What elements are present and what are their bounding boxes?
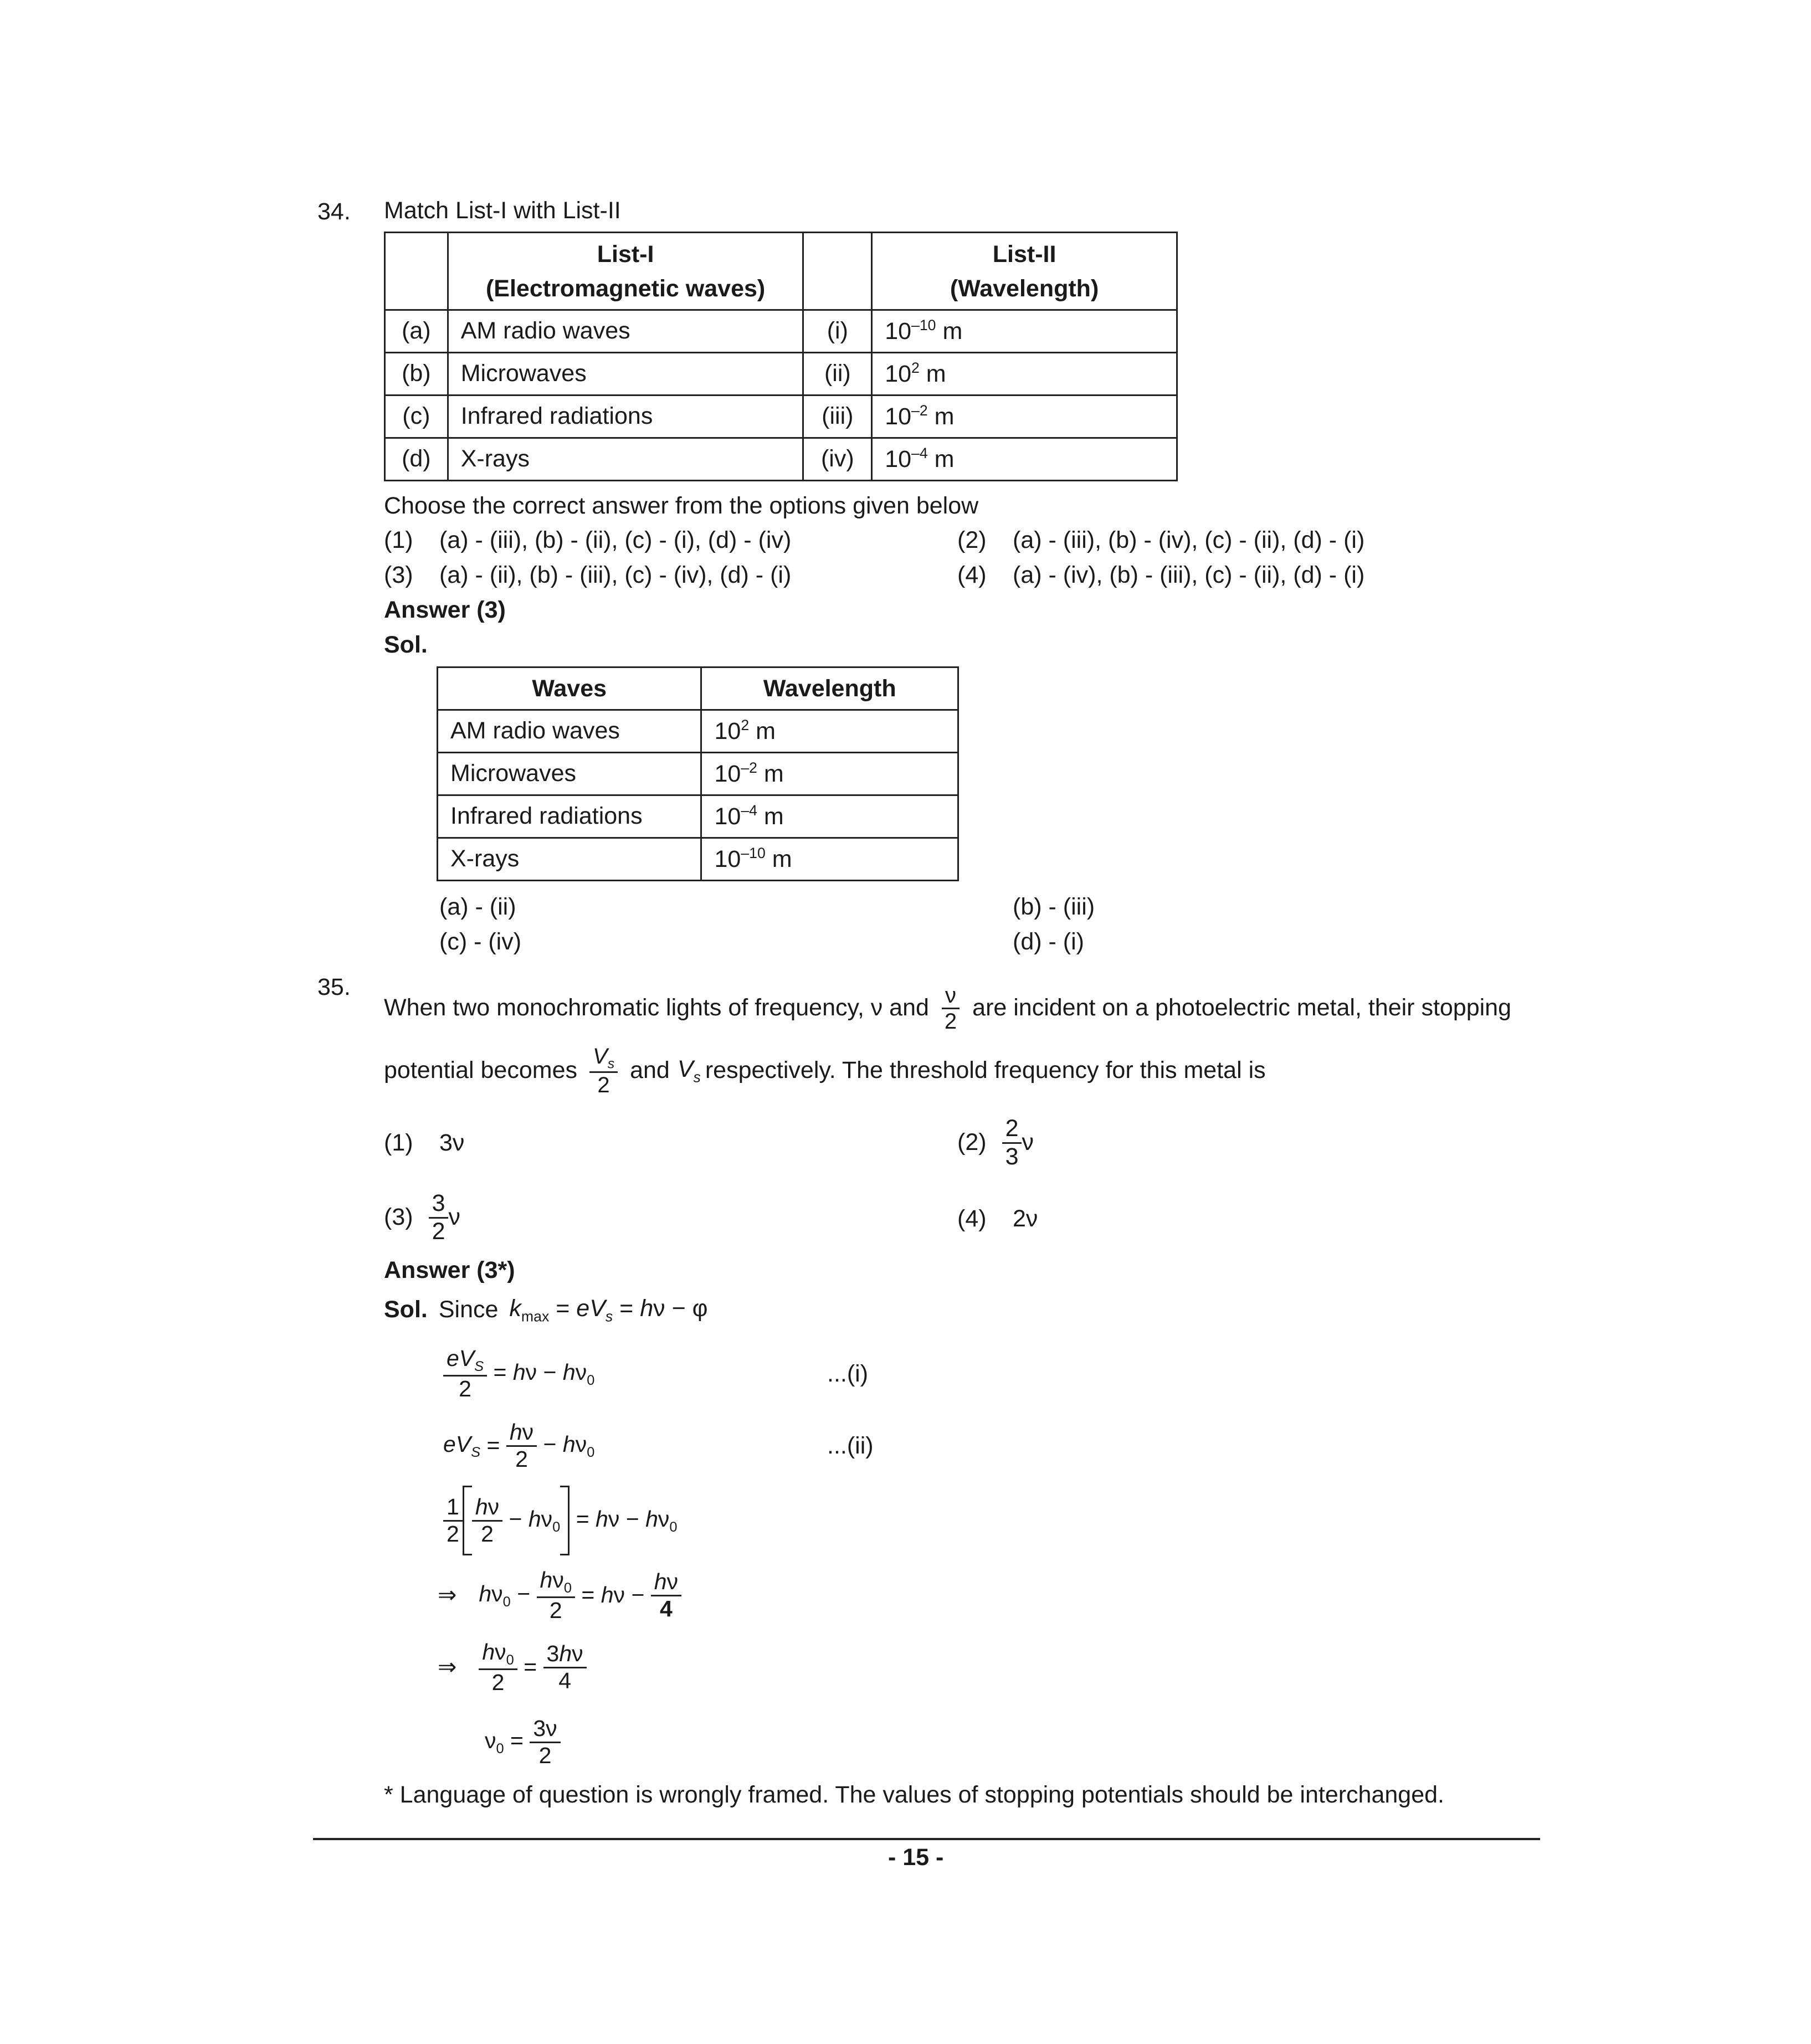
q34-answer: Answer (3)	[384, 597, 506, 623]
row-wave: Microwaves	[448, 353, 803, 396]
list1-title: List-I	[597, 240, 654, 268]
option-2-text: (a) - (iii), (b) - (iv), (c) - (ii), (d) - (i)	[1013, 527, 1365, 553]
table-row	[385, 396, 1177, 438]
q35-option-4-text: 2ν	[1013, 1205, 1038, 1232]
q34-sol-label: Sol.	[384, 631, 428, 658]
option-4-text: (a) - (iv), (b) - (iii), (c) - (ii), (d) - (i)	[1013, 562, 1365, 588]
row-wave: Infrared radiations	[448, 396, 803, 438]
q35-line-2: potential becomes $\frac{V_s}{2}$ and $V_s$ respectively. The threshold frequency for this metal is	[384, 1044, 1266, 1098]
q35-option-4-number: (4)	[957, 1205, 987, 1232]
row-wave: AM radio waves	[448, 310, 803, 353]
row-key: (b)	[385, 353, 448, 396]
q34-prompt: Match List-I with List-II	[384, 197, 621, 224]
q35-text: respectively. The threshold frequency for this metal is	[705, 1057, 1266, 1084]
nu-over-2-fraction: $\frac{\nu}{2}$	[941, 983, 960, 1034]
q35-option-2: (2) $\frac{2}{3}$ ν	[957, 1115, 1034, 1170]
row-wave: X-rays	[448, 438, 803, 481]
row-wavelength: $10^{-4}$ m	[872, 438, 1177, 481]
header-waves: Waves	[438, 667, 701, 710]
page-number: - 15 -	[888, 1844, 944, 1871]
list2-title: List-II	[992, 240, 1056, 268]
table-row	[385, 310, 1177, 353]
table-row	[385, 353, 1177, 396]
equation-2-tag: ...(ii)	[827, 1432, 874, 1459]
equation-6: $\nu_0$ = $\frac{3\nu}{2}$	[485, 1706, 561, 1778]
q35-text: are incident on a photoelectric metal, their stopping	[972, 994, 1512, 1021]
row-wave: X-rays	[438, 838, 701, 881]
q35-option-1-text: 3ν	[439, 1129, 465, 1156]
row-numeral: (i)	[803, 310, 872, 353]
match-table-blank-cell	[803, 233, 872, 310]
q35-line-1	[384, 975, 1511, 1041]
pair-c: (c) - (iv)	[439, 928, 522, 955]
row-wave: Infrared radiations	[438, 795, 701, 838]
vs-over-2-fraction: $\frac{V_s}{2}$	[589, 1044, 618, 1098]
q35-answer: Answer (3*)	[384, 1257, 515, 1283]
match-table-blank-cell	[385, 233, 448, 310]
pair-b: (b) - (iii)	[1013, 893, 1095, 920]
option-1-number: (1)	[384, 527, 413, 553]
q35-sol-label: Sol.	[384, 1296, 428, 1323]
equation-1: $\frac{eV_S}{2}$ = $h\nu - h\nu_0$	[443, 1338, 594, 1410]
table-row	[438, 838, 958, 881]
option-4-number: (4)	[957, 562, 987, 588]
two-thirds-fraction: $\frac{2}{3}$	[1002, 1116, 1022, 1170]
option-1-text: (a) - (iii), (b) - (ii), (c) - (i), (d) - (iv)	[439, 527, 792, 553]
footer-divider	[313, 1838, 1540, 1840]
q34-instruction: Choose the correct answer from the options given below	[384, 492, 979, 519]
row-wavelength: $10^2$ m	[872, 353, 1177, 396]
row-key: (d)	[385, 438, 448, 481]
pair-d: (d) - (i)	[1013, 928, 1084, 955]
list1-header	[448, 233, 803, 310]
kmax-equation: $k_{max} = eV_s = h\nu - \varphi$	[509, 1295, 708, 1325]
footnote: * Language of question is wrongly framed. The values of stopping potentials should be interchanged.	[384, 1781, 1444, 1808]
three-halves-fraction: $\frac{3}{2}$	[429, 1190, 449, 1245]
q35-text: potential becomes	[384, 1057, 577, 1084]
solution-table	[437, 666, 959, 881]
equation-4: ⇒ $h\nu_0$ − $\frac{h\nu_0}{2}$ = hν − $\frac{h\nu}{4}$	[438, 1559, 681, 1631]
match-table	[384, 232, 1178, 481]
header-wavelength: Wavelength	[701, 667, 958, 710]
since-text: Since	[438, 1296, 499, 1323]
q35-number: 35.	[317, 974, 351, 1000]
list2-header	[872, 233, 1177, 310]
equation-1-tag: ...(i)	[827, 1360, 869, 1387]
table-row	[438, 795, 958, 838]
equation-5: ⇒ $\frac{h\nu_0}{2}$ = $\frac{3h\nu}{4}$	[438, 1631, 587, 1703]
q35-option-1-number: (1)	[384, 1129, 413, 1156]
row-wavelength: $10^{-2}$ m	[701, 753, 958, 795]
q35-option-3: (3) $\frac{3}{2}$ ν	[384, 1190, 460, 1245]
list1-subtitle: (Electromagnetic waves)	[485, 275, 766, 302]
equation-2: $eV_S$ = $\frac{h\nu}{2}$ − $h\nu_0$	[443, 1419, 595, 1472]
list2-subtitle: (Wavelength)	[950, 275, 1099, 302]
row-numeral: (iv)	[803, 438, 872, 481]
option-2-number: (2)	[957, 527, 987, 553]
row-wave: Microwaves	[438, 753, 701, 795]
q34-number: 34.	[317, 198, 351, 225]
row-key: (c)	[385, 396, 448, 438]
row-key: (a)	[385, 310, 448, 353]
table-row	[385, 438, 1177, 481]
row-wavelength: $10^{-10}$ m	[872, 310, 1177, 353]
option-3-number: (3)	[384, 562, 413, 588]
q35-text: and	[630, 1057, 670, 1084]
row-wavelength: $10^{-4}$ m	[701, 795, 958, 838]
q35-option-3-number: (3)	[384, 1204, 413, 1231]
row-wavelength: $10^2$ m	[701, 710, 958, 753]
row-wave: AM radio waves	[438, 710, 701, 753]
row-numeral: (iii)	[803, 396, 872, 438]
table-row	[438, 753, 958, 795]
row-wavelength: $10^{-10}$ m	[701, 838, 958, 881]
table-row	[438, 710, 958, 753]
q35-text: When two monochromatic lights of frequency, ν and	[384, 994, 929, 1021]
option-3-text: (a) - (ii), (b) - (iii), (c) - (iv), (d) - (i)	[439, 562, 792, 588]
pair-a: (a) - (ii)	[439, 893, 516, 920]
solution-intro	[384, 1291, 708, 1329]
q35-option-2-number: (2)	[957, 1129, 987, 1156]
equation-3: $\frac{1}{2}$ $\frac{h\nu}{2}$ − $h\nu_0$ = $h\nu - h\nu_0$	[443, 1482, 678, 1559]
row-wavelength: $10^{-2}$ m	[872, 396, 1177, 438]
row-numeral: (ii)	[803, 353, 872, 396]
